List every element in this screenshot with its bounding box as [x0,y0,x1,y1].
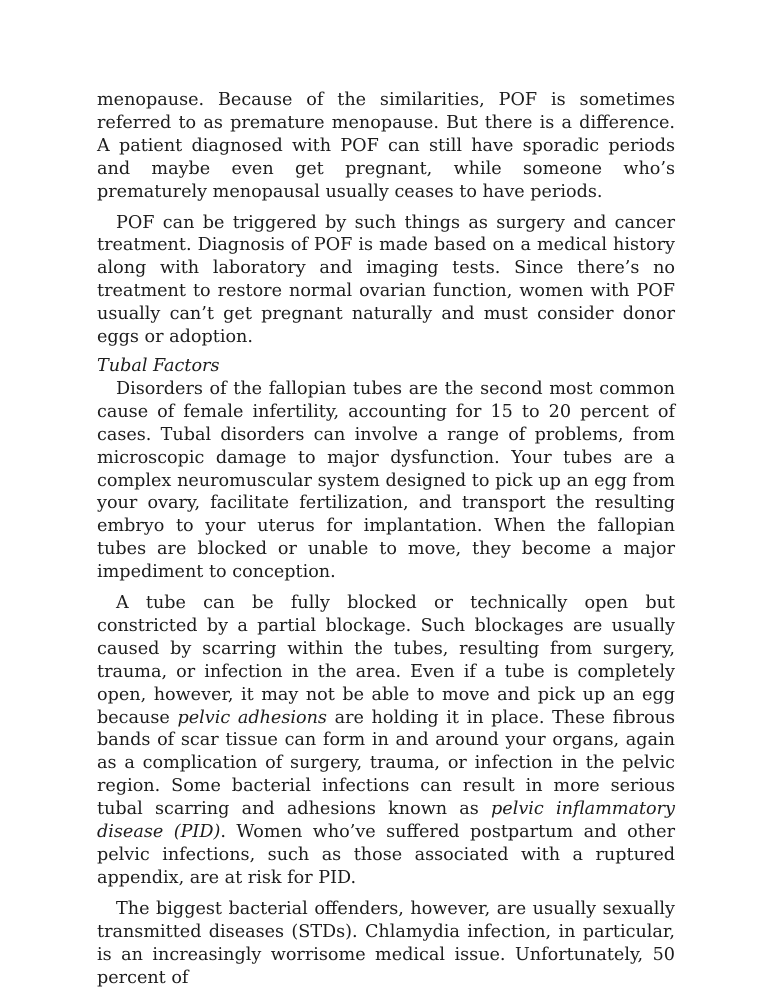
paragraph-pof-menopause [97,89,675,204]
paragraph-tube-blockage [97,592,675,890]
paragraph-tubal-disorders [97,378,675,584]
text-run: menopause. Because of the similarities, POF is sometimes referred to as premature menopause. But there is a difference. A patient diagnosed with POF can still have sporadic periods and maybe even get pregnant, while someone who’s prematurely menopausal usually ceases to have periods. [97,90,675,202]
document-page [97,89,675,989]
text-run: POF can be triggered by such things as surgery and cancer treatment. Diagnosis of POF is made based on a medical history along with laboratory and imaging tests. Since there’s no treatment to restore normal ovarian function, women with POF usually can’t get pregnant naturally and must consider donor eggs or adoption. [97,212,675,348]
paragraph-pof-triggers [97,212,675,349]
italic-term: pelvic adhesions [177,707,327,728]
text-run: A tube can be fully blocked or technically open but constricted by a partial blockage. Such blockages are usually caused by scarring within the tubes, resulting from surgery, trauma, or infection in the area. Even if a tube is completely open, however, it may not be able to move and pick up an egg because [97,593,675,728]
text-run: . Women who’ve suffered postpartum and other pelvic infections, such as those associated with a ruptured appendix, are at risk for PID. [97,822,675,888]
text-run: Disorders of the fallopian tubes are the second most common cause of female infertility, accounting for 15 to 20 percent of cases. Tubal disorders can involve a range of problems, from microscopic damage to major dysfunction. Your tubes are a complex neuromuscular system designed to pick up an egg from your ovary, facilitate fertilization, and transport the resulting embryo to your uterus for implantation. When the fallopian tubes are blocked or unable to move, they become a major impediment to conception. [97,378,675,583]
section-heading: Tubal Factors [97,355,220,376]
paragraph-std-offenders [97,898,675,990]
italic-term: pelvic inflammatory disease (PID) [97,799,675,843]
text-run: are holding it in place. These fibrous bands of scar tissue can form in and around your organs, again as a complication of surgery, trauma, or infection in the pelvic region. Some bacterial infections can result in more serious tubal scarring and adhesions known as [97,707,676,820]
text-run: The biggest bacterial offenders, however, are usually sexually transmitted diseases (STDs). Chlamydia infection, in particular, is an increasingly worrisome medical issue. Unfortunately, 50 percent of [97,898,675,988]
